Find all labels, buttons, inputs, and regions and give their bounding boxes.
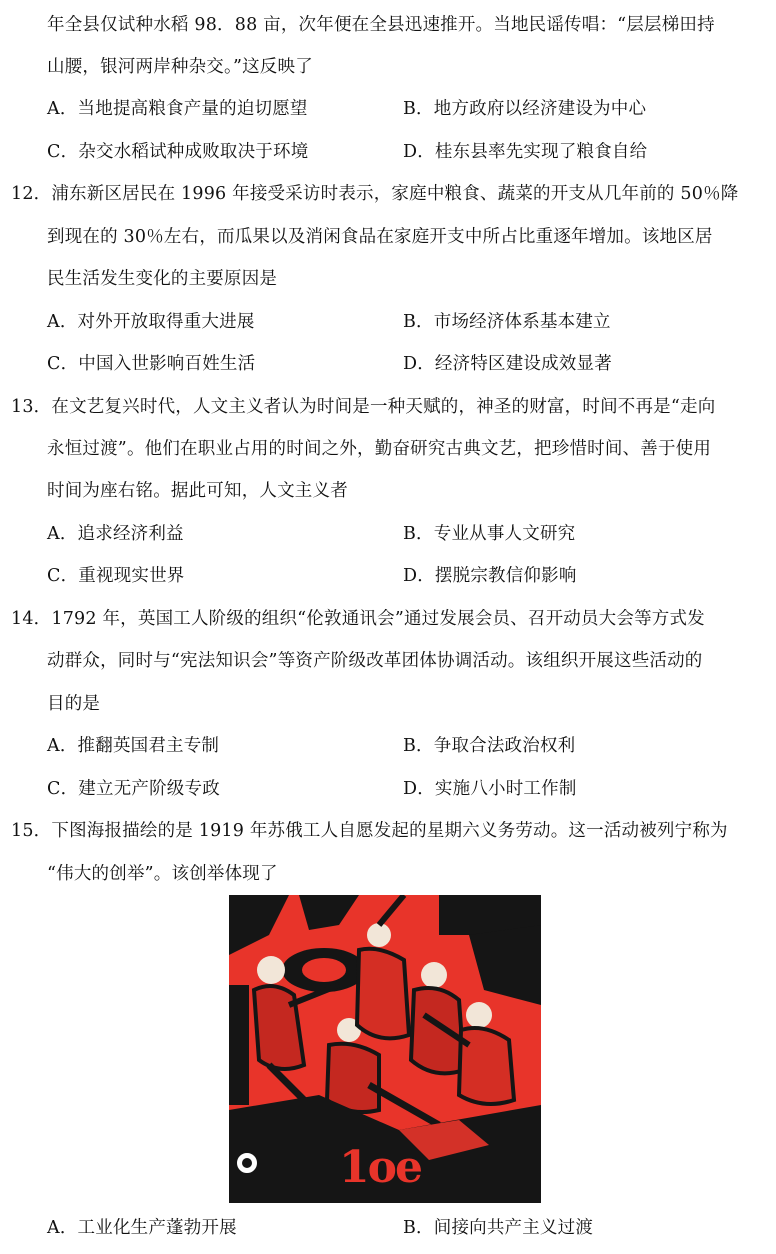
q13-option-d: D．摆脱宗教信仰影响 [403, 566, 577, 586]
q11-option-c: C．杂交水稻试种成败取决于环境 [47, 142, 309, 162]
q11-stem-line-1: 年全县仅试种水稻 98．88 亩，次年便在全县迅速推开。当地民谣传唱：“层层梯田持 [47, 15, 715, 35]
q14-stem-line-1 [11, 607, 705, 631]
q15-stem-line-2: “伟大的创举”。该创举体现了 [47, 864, 278, 884]
q14-option-a: A．推翻英国君主专制 [47, 736, 220, 756]
q14-option-c: C．建立无产阶级专政 [47, 779, 220, 799]
q12-option-b: B．市场经济体系基本建立 [403, 312, 611, 332]
q12-stem-line-2: 到现在的 30％左右，而瓜果以及消闲食品在家庭开支中所占比重逐年增加。该地区居 [47, 227, 713, 247]
q13-stem-text-1: 在文艺复兴时代，人文主义者认为时间是一种天赋的，神圣的财富，时间不再是“走向 [51, 397, 716, 417]
q13-number: 13． [11, 397, 52, 417]
q15-option-b: B．间接向共产主义过渡 [403, 1218, 594, 1238]
q15-option-a: A．工业化生产蓬勃开展 [47, 1218, 237, 1238]
q11-option-d: D．桂东县率先实现了粮食自给 [403, 142, 648, 162]
q12-stem-line-3: 民生活发生变化的主要原因是 [47, 269, 278, 289]
q14-option-d: D．实施八小时工作制 [403, 779, 577, 799]
q13-option-a: A．追求经济利益 [47, 524, 184, 544]
q12-stem-text-1: 浦东新区居民在 1996 年接受采访时表示，家庭中粮食、蔬菜的开支从几年前的 50％降 [51, 184, 739, 204]
q13-option-b: B．专业从事人文研究 [403, 524, 576, 544]
q12-stem-line-1 [11, 182, 738, 206]
q13-stem-line-2: 永恒过渡”。他们在职业占用的时间之外，勤奋研究古典文艺，把珍惜时间、善于使用 [47, 439, 712, 459]
q14-option-b: B．争取合法政治权利 [403, 736, 576, 756]
q11-stem-line-2: 山腰，银河两岸种杂交。”这反映了 [47, 57, 313, 77]
q12-option-a: A．对外开放取得重大进展 [47, 312, 255, 332]
poster-caption: 1ое [339, 1142, 421, 1193]
q14-stem-line-3: 目的是 [47, 694, 101, 714]
q12-option-d: D．经济特区建设成效显著 [403, 354, 612, 374]
q14-number: 14． [11, 609, 52, 629]
q11-option-a: A．当地提高粮食产量的迫切愿望 [47, 99, 308, 119]
subbotnik-poster-image [229, 895, 541, 1203]
q11-option-b: B．地方政府以经济建设为中心 [403, 99, 647, 119]
q12-number: 12． [11, 184, 52, 204]
q13-option-c: C．重视现实世界 [47, 566, 185, 586]
q14-stem-line-2: 动群众，同时与“宪法知识会”等资产阶级改革团体协调活动。该组织开展这些活动的 [47, 651, 703, 671]
q15-number: 15． [11, 821, 52, 841]
q13-stem-line-1 [11, 395, 715, 419]
q14-stem-text-1: 1792 年，英国工人阶级的组织“伦敦通讯会”通过发展会员、召开动员大会等方式发 [51, 609, 705, 629]
q12-option-c: C．中国入世影响百姓生活 [47, 354, 256, 374]
q13-stem-line-3: 时间为座右铭。据此可知，人文主义者 [47, 481, 348, 501]
q15-stem-line-1 [11, 819, 728, 843]
q15-stem-text-1: 下图海报描绘的是 1919 年苏俄工人自愿发起的星期六义务劳动。这一活动被列宁称为 [51, 821, 728, 841]
